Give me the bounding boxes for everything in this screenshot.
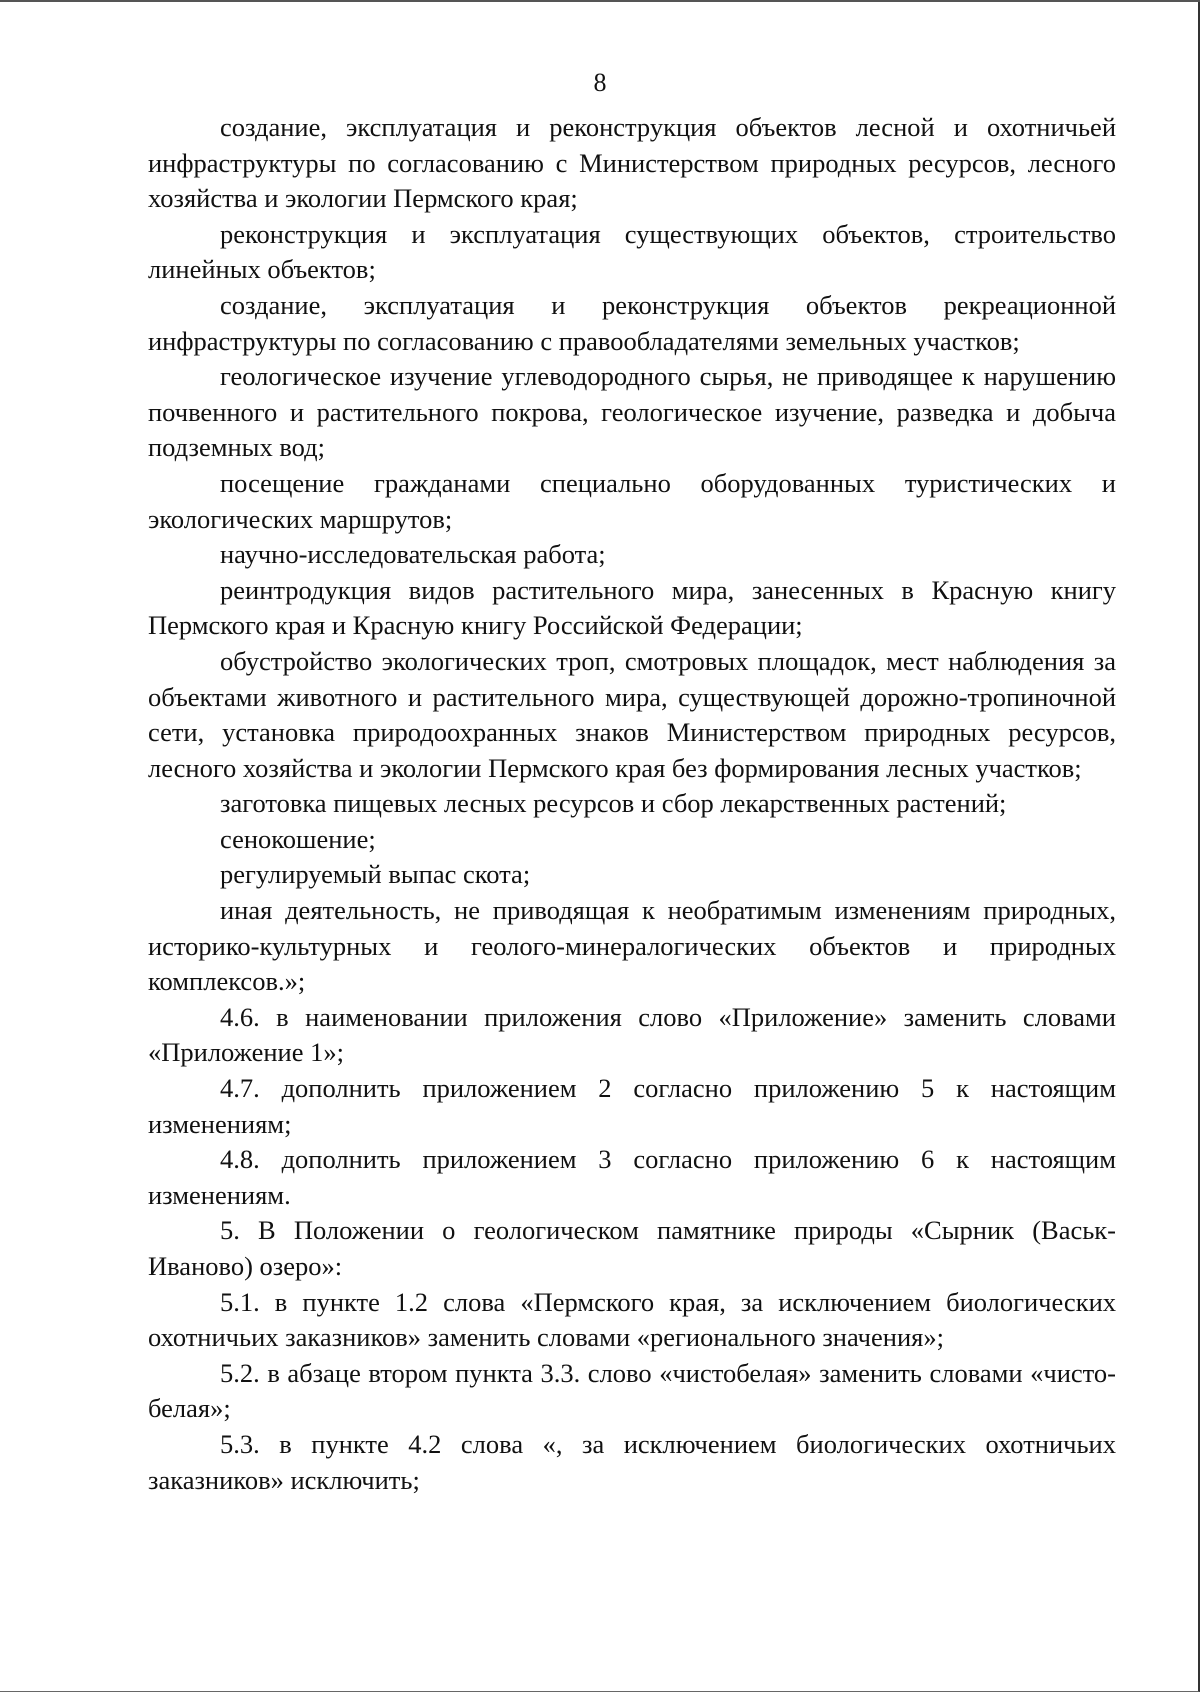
paragraph: посещение гражданами специально оборудованных туристических и экологических маршрутов; xyxy=(148,467,1116,534)
paragraph: реинтродукция видов растительного мира, занесенных в Красную книгу Пермского края и Красную книгу Российской Федерации; xyxy=(148,574,1116,641)
paragraph: 5.1. в пункте 1.2 слова «Пермского края, за исключением биологических охотничьих заказников» заменить словами «регионального значения»; xyxy=(148,1286,1116,1353)
paragraph: реконструкция и эксплуатация существующих объектов, строительство линейных объектов; xyxy=(148,218,1116,285)
paragraph: 5. В Положении о геологическом памятнике природы «Сырник (Васьк-Иваново) озеро»: xyxy=(148,1215,1116,1281)
paragraph: заготовка пищевых лесных ресурсов и сбор лекарственных растений; xyxy=(220,788,1007,819)
paragraph: 5.3. в пункте 4.2 слова «, за исключением биологических охотничьих заказников» исключить; xyxy=(148,1428,1116,1495)
page-number: 8 xyxy=(593,68,607,97)
paragraph: 4.6. в наименовании приложения слово «Приложение» заменить словами «Приложение 1»; xyxy=(148,1001,1116,1068)
paragraph: обустройство экологических троп, смотровых площадок, мест наблюдения за объектами животного и растительного мира, существующей дорожно-тропиночной сети, установка природоохранных знаков Министерством природных ресурсов, лесного хозяйства и экологии Пермского края без формирования лесных участков; xyxy=(148,645,1116,783)
paragraph: геологическое изучение углеводородного сырья, не приводящее к нарушению почвенного и растительного покрова, геологическое изучение, разведка и добыча подземных вод; xyxy=(148,361,1116,463)
paragraph: регулируемый выпас скота; xyxy=(220,859,531,890)
paragraph: 4.7. дополнить приложением 2 согласно приложению 5 к настоящим изменениям; xyxy=(148,1073,1116,1139)
paragraph: сенокошение; xyxy=(220,823,376,854)
paragraph: создание, эксплуатация и реконструкция объектов лесной и охотничьей инфраструктуры по согласованию с Министерством природных ресурсов, лесного хозяйства и экологии Пермского края; xyxy=(148,112,1116,214)
paragraph: иная деятельность, не приводящая к необратимым изменениям природных, историко-культурных и геолого-минералогических объектов и природных комплексов.»; xyxy=(148,895,1116,997)
paragraph: 4.8. дополнить приложением 3 согласно приложению 6 к настоящим изменениям. xyxy=(148,1144,1116,1210)
scan-edge xyxy=(0,0,1200,2)
paragraph: создание, эксплуатация и реконструкция объектов рекреационной инфраструктуры по согласованию с правообладателями земельных участков; xyxy=(148,289,1116,356)
paragraph: 5.2. в абзаце втором пункта 3.3. слово «чистобелая» заменить словами «чисто-белая»; xyxy=(148,1357,1116,1424)
paragraph: научно-исследовательская работа; xyxy=(220,539,606,570)
document-body xyxy=(148,110,1116,1498)
